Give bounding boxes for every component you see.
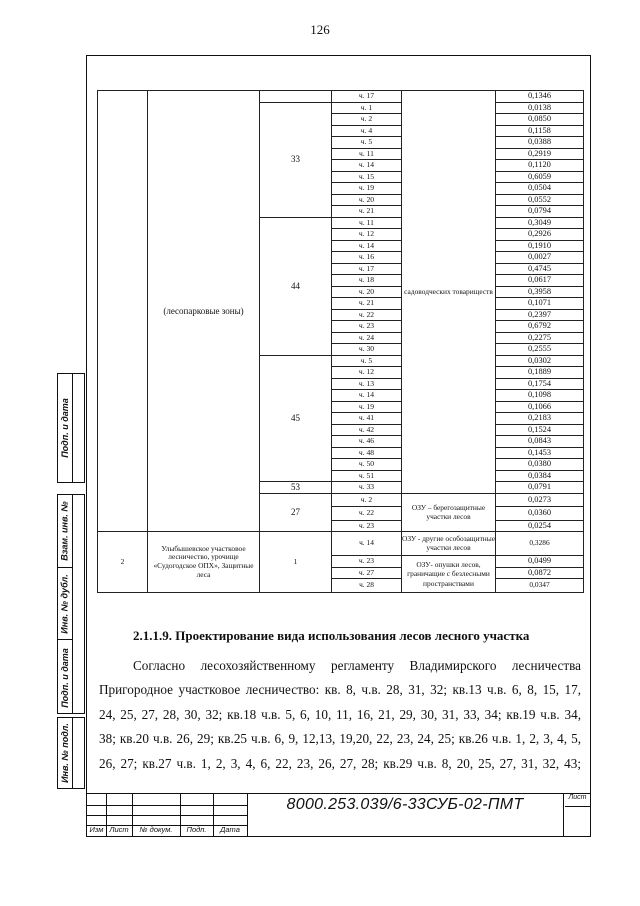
cell-value: 0,0254 [496, 520, 584, 532]
cell-part: ч. 42 [332, 424, 402, 436]
cell-value: 0,0872 [496, 567, 584, 579]
cell-forestry: Улыбышевское участковое лесничество, урочище «Судогодское ОПХ», Защитные леса [148, 532, 260, 593]
cell-kv: 33 [260, 102, 332, 217]
cell-part: ч. 20 [332, 286, 402, 298]
cell-value: 0,1066 [496, 401, 584, 413]
cell-part: ч. 18 [332, 275, 402, 287]
cell-value: 0,0499 [496, 556, 584, 568]
cell-part: ч. 23 [332, 556, 402, 568]
cell-value: 0,0347 [496, 579, 584, 593]
cell-part: ч. 16 [332, 252, 402, 264]
margin-orig-inv [57, 717, 85, 789]
cell-kv: 45 [260, 355, 332, 482]
margin-label: Подп. и дата [60, 648, 71, 708]
cell-part: ч. 19 [332, 183, 402, 195]
cell-value: 0,2275 [496, 332, 584, 344]
title-block-header: Подп. [186, 825, 207, 834]
cell-part: ч. 21 [332, 298, 402, 310]
cell-part: ч. 12 [332, 367, 402, 379]
cell-kv [260, 91, 332, 103]
cell-value: 0,0850 [496, 114, 584, 126]
cell-kv: 1 [260, 532, 332, 593]
cell-part: ч. 13 [332, 378, 402, 390]
cell-value: 0,2926 [496, 229, 584, 241]
cell-value: 0,0273 [496, 493, 584, 507]
cell-value: 0,0388 [496, 137, 584, 149]
cell-value: 0,6059 [496, 171, 584, 183]
table-body [98, 91, 584, 593]
cell-value: 0,0380 [496, 459, 584, 471]
cell-part: ч. 41 [332, 413, 402, 425]
cell-value: 0,0843 [496, 436, 584, 448]
margin-label: Подп. и дата [60, 398, 71, 458]
cell-zone: (лесопарковые зоны) [148, 91, 260, 532]
cell-value: 0,1524 [496, 424, 584, 436]
cell-purpose: садоводческих товариществ [402, 91, 496, 494]
paragraph-line: 24, 25, 27, 28, 30, 32; кв.18 ч.в. 5, 6, 10, 11, 16, 21, 29, 30, 31, 33, 34; кв.19 ч.в. 34, [99, 706, 581, 722]
cell-kv: 27 [260, 493, 332, 532]
title-block [87, 793, 590, 837]
cell-value: 0,0384 [496, 470, 584, 482]
cell-part: ч. 28 [332, 579, 402, 593]
cell-part: ч. 30 [332, 344, 402, 356]
cell-part: ч. 51 [332, 470, 402, 482]
margin-label: Инв. № дубл. [60, 574, 70, 634]
cell-value: 0,1910 [496, 240, 584, 252]
cell-value: 0,1346 [496, 91, 584, 103]
cell-part: ч. 24 [332, 332, 402, 344]
cell-value: 0,1158 [496, 125, 584, 137]
cell-value: 0,0027 [496, 252, 584, 264]
cell-part: ч. 19 [332, 401, 402, 413]
cell-value: 0,0504 [496, 183, 584, 195]
cell-value: 0,3958 [496, 286, 584, 298]
cell-value: 0,0360 [496, 507, 584, 521]
cell-purpose: ОЗУ – берегозащитные участки лесов [402, 493, 496, 532]
section-heading: 2.1.1.9. Проектирование вида использования лесов лесного участка [133, 628, 530, 643]
cell-part: ч. 1 [332, 102, 402, 114]
cell-part: ч. 21 [332, 206, 402, 218]
cell-part: ч. 50 [332, 459, 402, 471]
forest-plots-table [97, 90, 584, 593]
cell-number [98, 91, 148, 532]
table-row [98, 91, 584, 103]
page-frame [86, 55, 591, 837]
page-number: 126 [310, 22, 330, 37]
cell-value: 0,1120 [496, 160, 584, 172]
cell-part: ч. 33 [332, 482, 402, 494]
cell-value: 0,1453 [496, 447, 584, 459]
cell-value: 0,3286 [496, 532, 584, 556]
cell-value: 0,2397 [496, 309, 584, 321]
cell-value: 0,0794 [496, 206, 584, 218]
cell-value: 0,0791 [496, 482, 584, 494]
cell-part: ч. 14 [332, 532, 402, 556]
cell-part: ч. 11 [332, 148, 402, 160]
cell-part: ч. 20 [332, 194, 402, 206]
cell-part: ч. 4 [332, 125, 402, 137]
margin-inv-numbers [57, 494, 85, 714]
cell-part: ч. 2 [332, 493, 402, 507]
paragraph-line: Пригородное участковое лесничество: кв. 8, ч.в. 28, 31, 32; кв.13 ч.в. 6, 8, 15, 17, [99, 682, 581, 698]
cell-value: 0,0138 [496, 102, 584, 114]
cell-part: ч. 5 [332, 137, 402, 149]
cell-part: ч. 46 [332, 436, 402, 448]
cell-value: 0,2555 [496, 344, 584, 356]
cell-part: ч. 14 [332, 160, 402, 172]
cell-value: 0,3049 [496, 217, 584, 229]
cell-part: ч. 17 [332, 263, 402, 275]
paragraph-line: Согласно лесохозяйственному регламенту Владимирского лесничества [133, 658, 581, 673]
cell-value: 0,1889 [496, 367, 584, 379]
cell-number: 2 [98, 532, 148, 593]
cell-value: 0,2183 [496, 413, 584, 425]
cell-value: 0,0617 [496, 275, 584, 287]
title-block-header: Дата [220, 825, 240, 834]
cell-value: 0,1754 [496, 378, 584, 390]
cell-part: ч. 23 [332, 321, 402, 333]
cell-value: 0,6792 [496, 321, 584, 333]
sheet-label: Лист [565, 794, 590, 807]
cell-purpose: ОЗУ- опушки лесов, граничащие с безлесными пространствами [402, 556, 496, 593]
cell-part: ч. 22 [332, 309, 402, 321]
document-code: 8000.253.039/6-33СУБ-02-ПМТ [286, 796, 524, 813]
cell-part: ч. 12 [332, 229, 402, 241]
cell-value: 0,1071 [496, 298, 584, 310]
cell-part: ч. 23 [332, 520, 402, 532]
cell-part: ч. 15 [332, 171, 402, 183]
cell-part: ч. 5 [332, 355, 402, 367]
cell-value: 0,1098 [496, 390, 584, 402]
margin-sign-date [57, 373, 85, 483]
cell-kv: 44 [260, 217, 332, 355]
cell-part: ч. 11 [332, 217, 402, 229]
title-block-header: Изм [89, 825, 104, 834]
table-row [98, 532, 584, 556]
cell-value: 0,0302 [496, 355, 584, 367]
margin-label: Инв. № подл. [60, 723, 71, 783]
cell-part: ч. 48 [332, 447, 402, 459]
cell-part: ч. 14 [332, 390, 402, 402]
paragraph-line: 38; кв.20 ч.в. 26, 29; кв.25 ч.в. 6, 9, 12,13, 19,20, 22, 23, 24, 25; кв.26 ч.в. 1, 2, 3, 4, 5, [99, 731, 581, 747]
cell-purpose: ОЗУ - другие особозащитные участки лесов [402, 532, 496, 556]
margin-label: Взам. инв. № [60, 501, 71, 561]
cell-part: ч. 22 [332, 507, 402, 521]
cell-value: 0,2919 [496, 148, 584, 160]
cell-part: ч. 2 [332, 114, 402, 126]
cell-part: ч. 27 [332, 567, 402, 579]
cell-part: ч. 17 [332, 91, 402, 103]
cell-value: 0,4745 [496, 263, 584, 275]
cell-part: ч. 14 [332, 240, 402, 252]
title-block-header: № докум. [139, 825, 173, 834]
cell-kv: 53 [260, 482, 332, 494]
body-paragraph [99, 654, 581, 776]
title-block-header: Лист [109, 825, 129, 834]
cell-value: 0,0552 [496, 194, 584, 206]
paragraph-line: 26, 27; кв.27 ч.в. 1, 2, 3, 4, 6, 22, 23, 26, 27, 28; кв.29 ч.в. 8, 20, 25, 27, 31, 32, 43; [99, 755, 581, 771]
